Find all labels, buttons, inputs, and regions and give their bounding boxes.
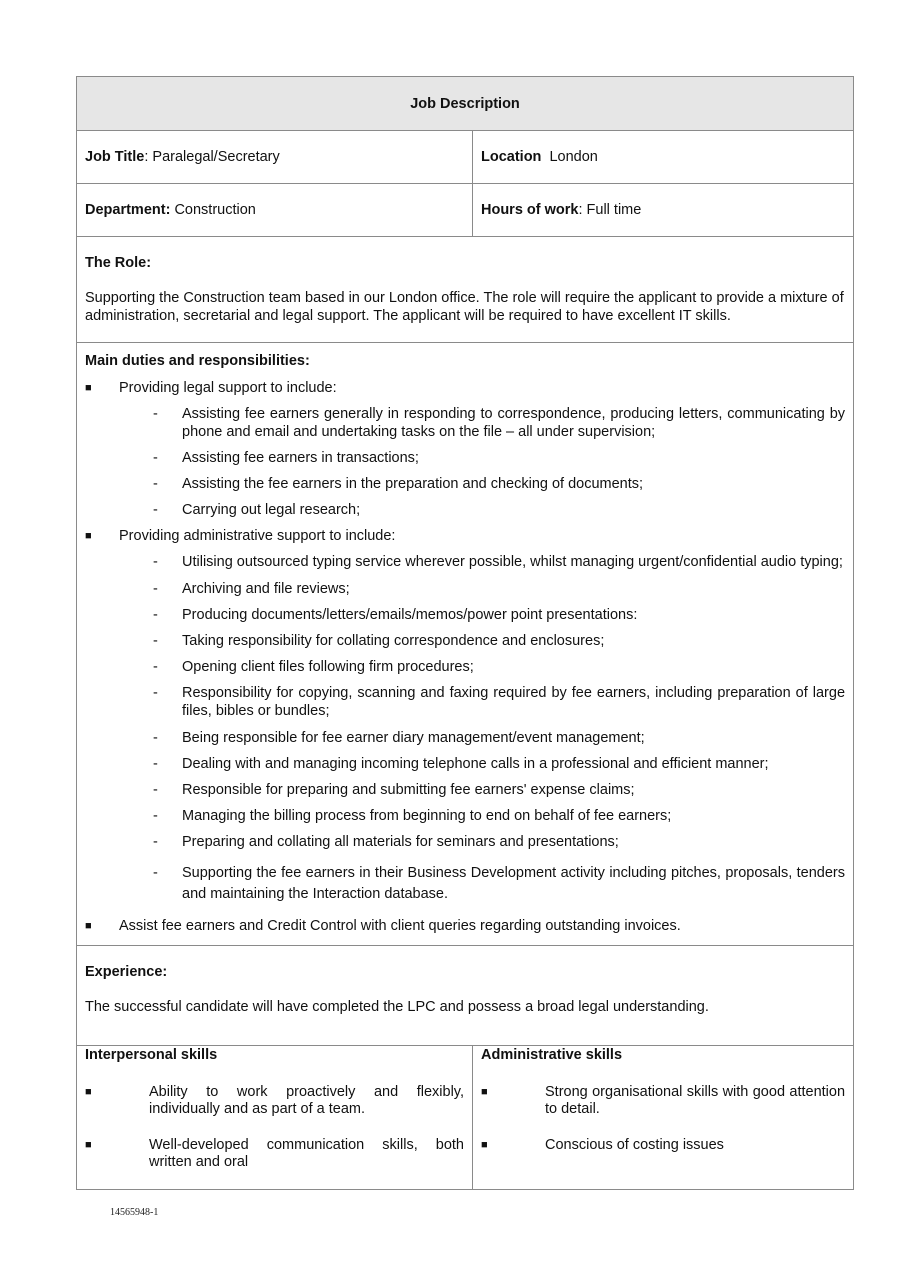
department-cell: [77, 184, 473, 237]
dash-bullet-icon: -: [153, 685, 158, 701]
dash-bullet-icon: -: [153, 659, 158, 675]
list-item: - Archiving and file reviews;: [153, 581, 350, 597]
document-title: Job Description: [77, 77, 854, 131]
list-item: ■ Strong organisational skills with good attention to detail.: [481, 1084, 846, 1117]
list-item: ■ Well-developed communication skills, both written and oral: [85, 1137, 464, 1170]
dash-bullet-icon: -: [153, 581, 158, 597]
role-section: [77, 237, 854, 343]
role-text: Supporting the Construction team based in our London office. The role will require the applicant to provide a mixture of administration, secretarial and legal support. The applicant will be required to have excellent IT skills.: [85, 290, 844, 324]
administrative-skills-cell: [473, 1046, 854, 1190]
dash-bullet-icon: -: [153, 502, 158, 518]
square-bullet-icon: ■: [481, 1139, 488, 1151]
list-item: - Opening client files following firm procedures;: [153, 659, 474, 675]
square-bullet-icon: ■: [85, 1139, 92, 1151]
dash-bullet-icon: -: [153, 554, 158, 570]
list-item: - Utilising outsourced typing service wherever possible, whilst managing urgent/confidential audio typing;: [153, 554, 843, 570]
square-bullet-icon: ■: [85, 920, 92, 932]
list-item: - Producing documents/letters/emails/memos/power point presentations:: [153, 607, 638, 623]
department-label: Department:: [85, 202, 171, 218]
list-item: ■ Conscious of costing issues: [481, 1137, 724, 1153]
list-item: ■ Providing legal support to include: - Assisting fee earners generally in responding to correspondence, producing letters, communicating by phone and email and undertaking tasks on the file – all under supervision; - Assisting fee earners in transactions; - Assisting the fee earners in the preparation and checking of documents; - Carrying out legal research;: [85, 380, 846, 518]
job-description-table: [76, 76, 854, 1190]
dash-bullet-icon: -: [153, 633, 158, 649]
list-item: - Dealing with and managing incoming telephone calls in a professional and efficient manner;: [153, 756, 769, 772]
square-bullet-icon: ■: [481, 1086, 488, 1098]
list-item: - Being responsible for fee earner diary management/event management;: [153, 730, 645, 746]
square-bullet-icon: ■: [85, 382, 92, 394]
duties-title: Main duties and responsibilities:: [85, 353, 310, 369]
list-item: - Supporting the fee earners in their Business Development activity including pitches, proposals, tenders and maintaining the Interaction database.: [153, 865, 846, 902]
list-item: - Carrying out legal research;: [153, 502, 361, 518]
dash-bullet-icon: -: [153, 834, 158, 850]
hours-label: Hours of work: [481, 202, 579, 218]
dash-bullet-icon: -: [153, 865, 158, 881]
interpersonal-skills-title: Interpersonal skills: [85, 1047, 218, 1063]
job-description-page: [76, 76, 853, 1190]
experience-title: Experience:: [85, 964, 168, 980]
dash-bullet-icon: -: [153, 782, 158, 798]
list-item: ■ Ability to work proactively and flexibly, individually and as part of a team.: [85, 1084, 464, 1117]
dash-bullet-icon: -: [153, 450, 158, 466]
list-item: - Assisting fee earners generally in responding to correspondence, producing letters, communicating by phone and email and undertaking tasks on the file – all under supervision;: [153, 406, 846, 440]
role-title: The Role:: [85, 255, 152, 271]
list-item: - Assisting fee earners in transactions;: [153, 450, 419, 466]
duties-list: [85, 379, 845, 935]
dash-bullet-icon: -: [153, 730, 158, 746]
dash-bullet-icon: -: [153, 808, 158, 824]
legal-support-list: [119, 405, 845, 519]
experience-text: The successful candidate will have completed the LPC and possess a broad legal understanding.: [85, 999, 709, 1015]
administrative-skills-title: Administrative skills: [481, 1047, 623, 1063]
document-id-footer: 14565948-1: [110, 1207, 159, 1218]
square-bullet-icon: ■: [85, 530, 92, 542]
list-item: - Responsibility for copying, scanning and faxing required by fee earners, including preparation of large files, bibles or bundles;: [153, 685, 846, 719]
list-item: ■ Providing administrative support to include: - Utilising outsourced typing service wherever possible, whilst managing urgent/confidential audio typing; - Archiving and file reviews; - Producing documents/letters/emails/memos/power point presentations: - Taking responsibility for collating correspondence and enclosures; - Opening client files following firm procedures; - Responsibility for copying, scanning and faxing required by fee earners, including preparation of large files, bibles or bundles; - Being responsible for fee earner diary management/event management; - Dealing with and managing incoming telephone calls in a professional and efficient manner; - Responsible for preparing and submitting fee earners' expense claims; - Managing the billing process from beginning to end on behalf of fee earners; - Preparing and collating all materials for seminars and presentations; - Supporting the fee earners in their Business Development activity including pitches, proposals, tenders and maintaining the Interaction database.: [85, 527, 845, 905]
dash-bullet-icon: -: [153, 756, 158, 772]
department-value: Construction: [174, 202, 256, 218]
location-value: London: [549, 149, 598, 165]
square-bullet-icon: ■: [85, 1086, 92, 1098]
experience-section: [77, 946, 854, 1046]
list-item: - Managing the billing process from beginning to end on behalf of fee earners;: [153, 808, 672, 824]
dash-bullet-icon: -: [153, 406, 158, 422]
list-item: - Assisting the fee earners in the preparation and checking of documents;: [153, 476, 644, 492]
location-label: Location: [481, 149, 542, 165]
list-item: ■ Assist fee earners and Credit Control with client queries regarding outstanding invoices.: [85, 918, 681, 934]
job-title-value: : Paralegal/Secretary: [144, 149, 280, 165]
dash-bullet-icon: -: [153, 476, 158, 492]
job-title-cell: [77, 131, 473, 184]
job-title-label: Job Title: [85, 149, 145, 165]
admin-support-list: [119, 553, 845, 905]
hours-value: : Full time: [578, 202, 642, 218]
list-item: - Responsible for preparing and submitting fee earners' expense claims;: [153, 782, 635, 798]
location-cell: [473, 131, 854, 184]
list-item: - Preparing and collating all materials for seminars and presentations;: [153, 834, 619, 850]
list-item: - Taking responsibility for collating correspondence and enclosures;: [153, 633, 605, 649]
interpersonal-skills-cell: [77, 1046, 473, 1190]
dash-bullet-icon: -: [153, 607, 158, 623]
hours-cell: [473, 184, 854, 237]
duties-section: [77, 343, 854, 946]
